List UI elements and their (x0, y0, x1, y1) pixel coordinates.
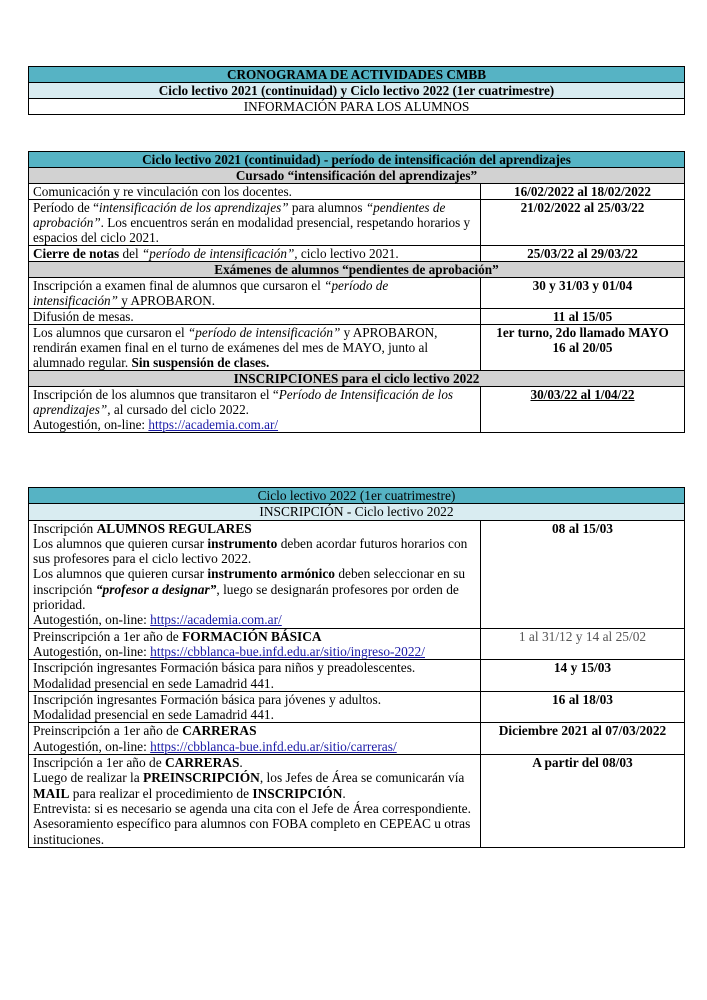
header-table (28, 66, 685, 115)
table-row (29, 723, 685, 755)
document-subtitle: Ciclo lectivo 2021 (continuidad) y Ciclo lectivo 2022 (1er cuatrimestre) (29, 83, 685, 99)
carreras-pre-date: Diciembre 2021 al 07/03/2022 (480, 723, 684, 755)
ingreso-2022-link[interactable]: https://cbblanca-bue.infd.edu.ar/sitio/ingreso-2022/ (150, 643, 425, 659)
difusion-text: Difusión de mesas. (29, 309, 481, 325)
examen-inscripcion-date: 30 y 31/03 y 01/04 (480, 278, 684, 309)
academia-link-2[interactable]: https://academia.com.ar/ (150, 612, 282, 628)
formacion-text: Preinscripción a 1er año de FORMACIÓN BÁSICA Autogestión, on-line: https://cbblanca-bue.infd.edu.ar/sitio/ingreso-2022/ (29, 628, 481, 660)
table-row (29, 520, 685, 628)
cursado-heading: Cursado “intensificación del aprendizajes” (29, 168, 685, 184)
table-row (29, 184, 685, 200)
carreras-pre-text: Preinscripción a 1er año de CARRERAS Autogestión, on-line: https://cbblanca-bue.infd.edu.ar/sitio/carreras/ (29, 723, 481, 755)
section-2022-subtitle: INSCRIPCIÓN - Ciclo lectivo 2022 (29, 504, 685, 520)
examen-final-date: 1er turno, 2do llamado MAYO 16 al 20/05 (480, 325, 684, 371)
carreras-insc-date: A partir del 08/03 (480, 755, 684, 848)
document-title: CRONOGRAMA DE ACTIVIDADES CMBB (29, 67, 685, 83)
table-row (29, 660, 685, 692)
table-row (29, 278, 685, 309)
table-row (29, 200, 685, 246)
comunicacion-date: 16/02/2022 al 18/02/2022 (480, 184, 684, 200)
transito-text: Inscripción de los alumnos que transitaron el “Período de Intensificación de los aprendizajes”, al cursado del ciclo 2022. Autogestión, on-line: https://academia.com.ar/ (29, 387, 481, 433)
periodo-text: Período de “intensificación de los aprendizajes” para alumnos “pendientes de aprobación”. Los encuentros serán en modalidad presencial, respetando horarios y espacios del ciclo 2021. (29, 200, 481, 246)
section-2022-title: Ciclo lectivo 2022 (1er cuatrimestre) (29, 488, 685, 504)
table-row (29, 755, 685, 848)
periodo-date: 21/02/2022 al 25/03/22 (480, 200, 684, 246)
section-2021-table (28, 151, 685, 433)
table-row (29, 628, 685, 660)
carreras-insc-text: Inscripción a 1er año de CARRERAS. Luego de realizar la PREINSCRIPCIÓN, los Jefes de Área se comunicarán vía MAIL para realizar el procedimiento de INSCRIPCIÓN. Entrevista: si es necesario se agenda una cita con el Jefe de Área correspondiente. Asesoramiento específico para alumnos con FOBA completo en CEPEAC u otras instituciones. (29, 755, 481, 848)
jovenes-date: 16 al 18/03 (480, 691, 684, 723)
academia-link[interactable]: https://academia.com.ar/ (148, 417, 279, 432)
ninos-text: Inscripción ingresantes Formación básica para niños y preadolescentes. Modalidad presencial en sede Lamadrid 441. (29, 660, 481, 692)
ninos-date: 14 y 15/03 (480, 660, 684, 692)
difusion-date: 11 al 15/05 (480, 309, 684, 325)
jovenes-text: Inscripción ingresantes Formación básica para jóvenes y adultos. Modalidad presencial en sede Lamadrid 441. (29, 691, 481, 723)
comunicacion-text: Comunicación y re vinculación con los docentes. (29, 184, 481, 200)
regulares-date: 08 al 15/03 (480, 520, 684, 628)
examen-inscripcion-text: Inscripción a examen final de alumnos que cursaron el “período de intensificación” y APROBARON. (29, 278, 481, 309)
table-row (29, 309, 685, 325)
cierre-text: Cierre de notas del “período de intensificación”, ciclo lectivo 2021. (29, 246, 481, 262)
table-row (29, 691, 685, 723)
regulares-text: Inscripción ALUMNOS REGULARES Los alumnos que quieren cursar instrumento deben acordar futuros horarios con sus profesores para el ciclo lectivo 2022. Los alumnos que quieren cursar instrumento armónico deben seleccionar en su inscripción “profesor a designar”, luego se designarán profesores por orden de prioridad. Autogestión, on-line: https://academia.com.ar/ (29, 520, 481, 628)
examen-final-text: Los alumnos que cursaron el “período de intensificación” y APROBARON, rendirán examen final en el turno de exámenes del mes de MAYO, junto al alumnado regular. Sin suspensión de clases. (29, 325, 481, 371)
carreras-link[interactable]: https://cbblanca-bue.infd.edu.ar/sitio/carreras/ (150, 738, 397, 754)
cierre-date: 25/03/22 al 29/03/22 (480, 246, 684, 262)
transito-date: 30/03/22 al 1/04/22 (480, 387, 684, 433)
inscripciones-heading: INSCRIPCIONES para el ciclo lectivo 2022 (29, 371, 685, 387)
section-2022-table (28, 487, 685, 848)
document-info: INFORMACIÓN PARA LOS ALUMNOS (29, 99, 685, 115)
table-row (29, 325, 685, 371)
formacion-date: 1 al 31/12 y 14 al 25/02 (480, 628, 684, 660)
table-row (29, 246, 685, 262)
section-2021-title: Ciclo lectivo 2021 (continuidad) - período de intensificación del aprendizajes (29, 152, 685, 168)
examenes-heading: Exámenes de alumnos “pendientes de aprobación” (29, 262, 685, 278)
table-row (29, 387, 685, 433)
